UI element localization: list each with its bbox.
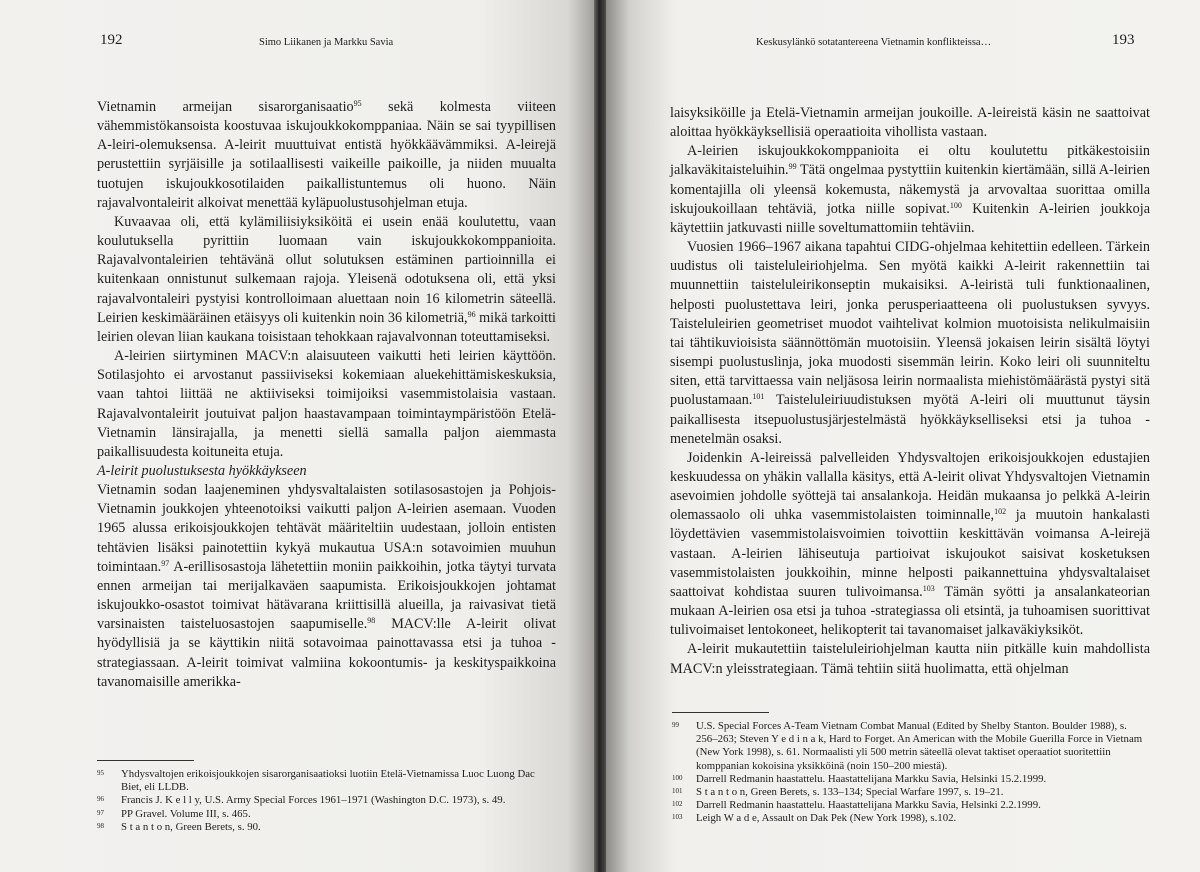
paragraph: A-leirien iskujoukkokomppanioita ei oltu koulutettu pitkäkestoisiin jalkaväkitaisteluihin.$^{99}$ Tätä ongelmaa pystyttiin kuitenkin kiertämään, sillä A-leirien komentajilla oli yleensä kokemusta, näkemystä ja arvovaltaa suorittaa omilla iskujoukoillaan tehtäviä, jotka niille sopivat.$^{100}$ Kuitenkin A-leirien joukkoja käytettiin jatkuvasti niille soveltumattomiin tehtäviin. <box>670 143 1150 236</box>
footnote-ref: 100 <box>949 200 962 210</box>
footnote-ref: 98 <box>367 616 376 626</box>
paragraph: Kuvaavaa oli, että kylämiliisiyksiköitä ei usein enää koulutettu, vaan koulutuksella pyrittiin luomaan vain iskujoukkokomppanioita. Rajavalvontaleirien tehtävänä ollut solutuksen estäminen partioinnilla ei kuitenkaan onnistunut sulkemaan rajoja. Yleisenä odotuksena oli, että yksi rajavalvontaleiri pystyisi kontrolloimaan aluettaan noin 16 kilometrin säteellä. Leirien keskimääräinen etäisyys oli kuitenkin noin 36 kilometriä,$^{96}$ mikä tarkoitti leirien olevan liian kaukana toisistaan tehokkaan rajavalvonnan toteuttamiseksi. <box>97 213 556 345</box>
footnote-ref: 96 <box>467 309 476 319</box>
footnote: 103 Leigh W a d e, Assault on Dak Pek (New York 1998), s.102. <box>672 812 957 825</box>
paragraph: A-leirien siirtyminen MACV:n alaisuuteen vaikutti heti leirien käyttöön. Sotilasjohto ei arvostanut passiiviseksi kokemiaan aluekehittämiskeskuksia, vaan tahtoi liittää ne aktiiviseksi toimijoiksi vasemmistolaisia vastaan. Rajavalvontaleirit joutuivat paljon haastavampaan toimintaympäristöön Etelä-Vietnamin länsirajalla, ja menetti siellä samalla paljon aiemmasta paikallisuudesta koituneita etuja. <box>97 348 556 460</box>
footnote: 98 S t a n t o n, Green Berets, s. 90. <box>97 820 261 833</box>
page-number: 192 <box>100 32 123 48</box>
paragraph: Vietnamin armeijan sisarorganisaatio$^{95}$ sekä kolmesta viiteen vähemmistökansoista koostuvaa iskujoukkokomppaniaa. Näin se sai tyypillisen A-leiri-olemuksensa. A-leirit muuttuivat entistä hyökkäävämmiksi. A-leirejä perustettiin syrjäisille ja sotilaallisesti vaikeille paikoille, ja niiden muualta tuotujen iskujoukkosotilaiden paikallistuntemus oli huono. Näin rajavalvontaleirit alkoivat menettää kyläpuolustusohjelman etuja. <box>97 99 556 211</box>
paragraph: A-leirit mukautettiin taisteluleiriohjelman kautta niin pitkälle kuin mahdollista MACV:n yleisstrategiaan. Tämä tehtiin siitä huolimatta, että ohjelman <box>670 641 1150 677</box>
footnote-ref: 103 <box>922 583 935 593</box>
footnote-ref: 95 <box>353 99 362 108</box>
footnote: 102 Darrell Redmanin haastattelu. Haastattelijana Markku Savia, Helsinki 2.2.1999. <box>672 799 1041 812</box>
footnote-ref: 97 <box>161 558 170 568</box>
footnote-ref: 102 <box>994 507 1007 517</box>
footnote: 101 S t a n t o n, Green Berets, s. 133–134; Special Warfare 1997, s. 19–21. <box>672 786 1004 799</box>
footnote-rule <box>672 712 769 713</box>
footnote-rule <box>97 760 194 761</box>
footnotes <box>672 720 1150 826</box>
running-head: Simo Liikanen ja Markku Savia <box>259 37 394 48</box>
main-text <box>670 104 1150 679</box>
paragraph: Joidenkin A-leireissä palvelleiden Yhdysvaltojen erikoisjoukkojen edustajien keskuudessa on yhäkin vallalla käsitys, että A-leirit olivat Yhdysvaltojen Vietnamin asevoimien johdolle syöttejä tai ansalankoja. Heidän mukaansa jo pelkkä A-leirin olemassaolo oli uhka vasemmistolaisten toiminnalle,$^{102}$ ja muutoin hankalasti löydettävien vasemmistolaisvoimien toivottiin keskittävän voimansa A-leirejä vastaan. A-leirien lähiseutuja partioivat iskujoukot saisivat kosketuksen vasemmistolaisten joukkoihin, minne helposti paikannettuina yhdysvaltalaiset saattoivat kohdistaa suuren tulivoimansa.$^{103}$ Tämän syötti ja ansalankateorian mukaan A-leirien osa etsi ja tuhoa -strategiassa oli etsintä, ja tuhoamisen suorittivat tulivoimaiset lentokoneet, helikopterit tai tavanomaiset jalkaväkiyksiköt. <box>670 449 1150 639</box>
footnote-ref: 99 <box>788 162 797 172</box>
page-number: 193 <box>1112 32 1135 48</box>
footnote-ref: 101 <box>752 392 765 402</box>
footnotes <box>97 768 556 834</box>
right-page <box>606 0 1200 872</box>
footnote: 99 U.S. Special Forces A-Team Vietnam Combat Manual (Edited by Shelby Stanton. Boulder 1988), s. 256–263; Steven Y e d i n a k, Hard to Forget. An American with the Mobile Guerilla Force in Vietnam (New York 1998), s. 61. Normaalisti yli 500 metrin säteellä olevat taktiset operaatiot suoritettiin komppanian kokoisina yksikköinä (noin 150–200 miestä). <box>672 720 1143 772</box>
section-heading: A-leirit puolustuksesta hyökkäykseen <box>97 462 307 479</box>
main-text <box>97 98 556 692</box>
footnote: 95 Yhdysvaltojen erikoisjoukkojen sisarorganisaatioksi luotiin Etelä-Vietnamissa Luoc Luong Dac Biet, eli LLDB. <box>97 768 535 794</box>
paragraph: laisyksiköille ja Etelä-Vietnamin armeijan joukoille. A-leireistä käsin ne saattoivat aloittaa hyökkäyksellisiä operaatioita vihollista vastaan. <box>670 105 1150 141</box>
footnote: 97 PP Gravel. Volume III, s. 465. <box>97 807 251 820</box>
paragraph: Vietnamin sodan laajeneminen yhdysvaltalaisten sotilasosastojen ja Pohjois-Vietnamin joukkojen yhteenotoiksi vaikutti paljon A-leirien asemaan. Vuoden 1965 alussa erikoisjoukkojen tehtävät määriteltiin uudestaan, jolloin entisten tehtävien lisäksi painotettiin kykyä mukautua USA:n sotavoimien muuhun toimintaan.$^{97}$ A-erillisosastoja lähetettiin moniin paikkoihin, jotka täytyi turvata ennen armeijan tai merijalkaväen saapumista. Erikoisjoukkojen johtamat iskujoukko-osastot toimivat hätävarana kriittisillä alueilla, ja raivasivat tietä varsinaisten taisteluosastojen saapumiselle.$^{98}$ MACV:lle A-leirit olivat hyödyllisiä ja se käyttikin niitä sotavoimaa painottavassa etsi ja tuhoa -strategiassaan. A-leirit toimivat valmiina kokoontumis- ja keskityspaikkoina tavanomaisille amerikka- <box>97 482 556 690</box>
footnote: 100 Darrell Redmanin haastattelu. Haastattelijana Markku Savia, Helsinki 15.2.1999. <box>672 772 1047 785</box>
running-head: Keskusylänkö sotatantereena Vietnamin konflikteissa… <box>756 37 992 48</box>
paragraph: Vuosien 1966–1967 aikana tapahtui CIDG-ohjelmaa kehitettiin edelleen. Tärkein uudistus oli taisteluleiriohjelma. Sen myötä kaikki A-leirit rakennettiin tai muunnettiin taisteluleirikonseptin mukaisiksi. A-leiristä tuli funktionaalinen, helposti puolustettava leiri, jonka perusperiaatteena oli puolustuksen syvyys. Taisteluleirien geometriset muodot vaihtelivat kolmion muotoisista nelikulmaisiin tai tähtikuvioisista säännöttömän muotoisiin. Yleensä jokaisen leirin sisältä löytyi sisempi puolustuslinja, joka muodosti sisemmän leirin. Koko leiri oli suunniteltu siten, että tarvittaessa vain neljäsosa leirin normaalista miehistömäärästä pystyi sitä puolustamaan.$^{101}$ Taisteluleiriuudistuksen myötä A-leiri oli muuttunut täysin paikallisesta itsepuolustusjärjestelmästä hyökkäykselliseksi etsi ja tuhoa -menetelmän osaksi. <box>670 239 1150 447</box>
left-page <box>0 0 598 872</box>
footnote: 96 Francis J. K e l l y, U.S. Army Special Forces 1961–1971 (Washington D.C. 1973), s. 49. <box>97 794 506 807</box>
